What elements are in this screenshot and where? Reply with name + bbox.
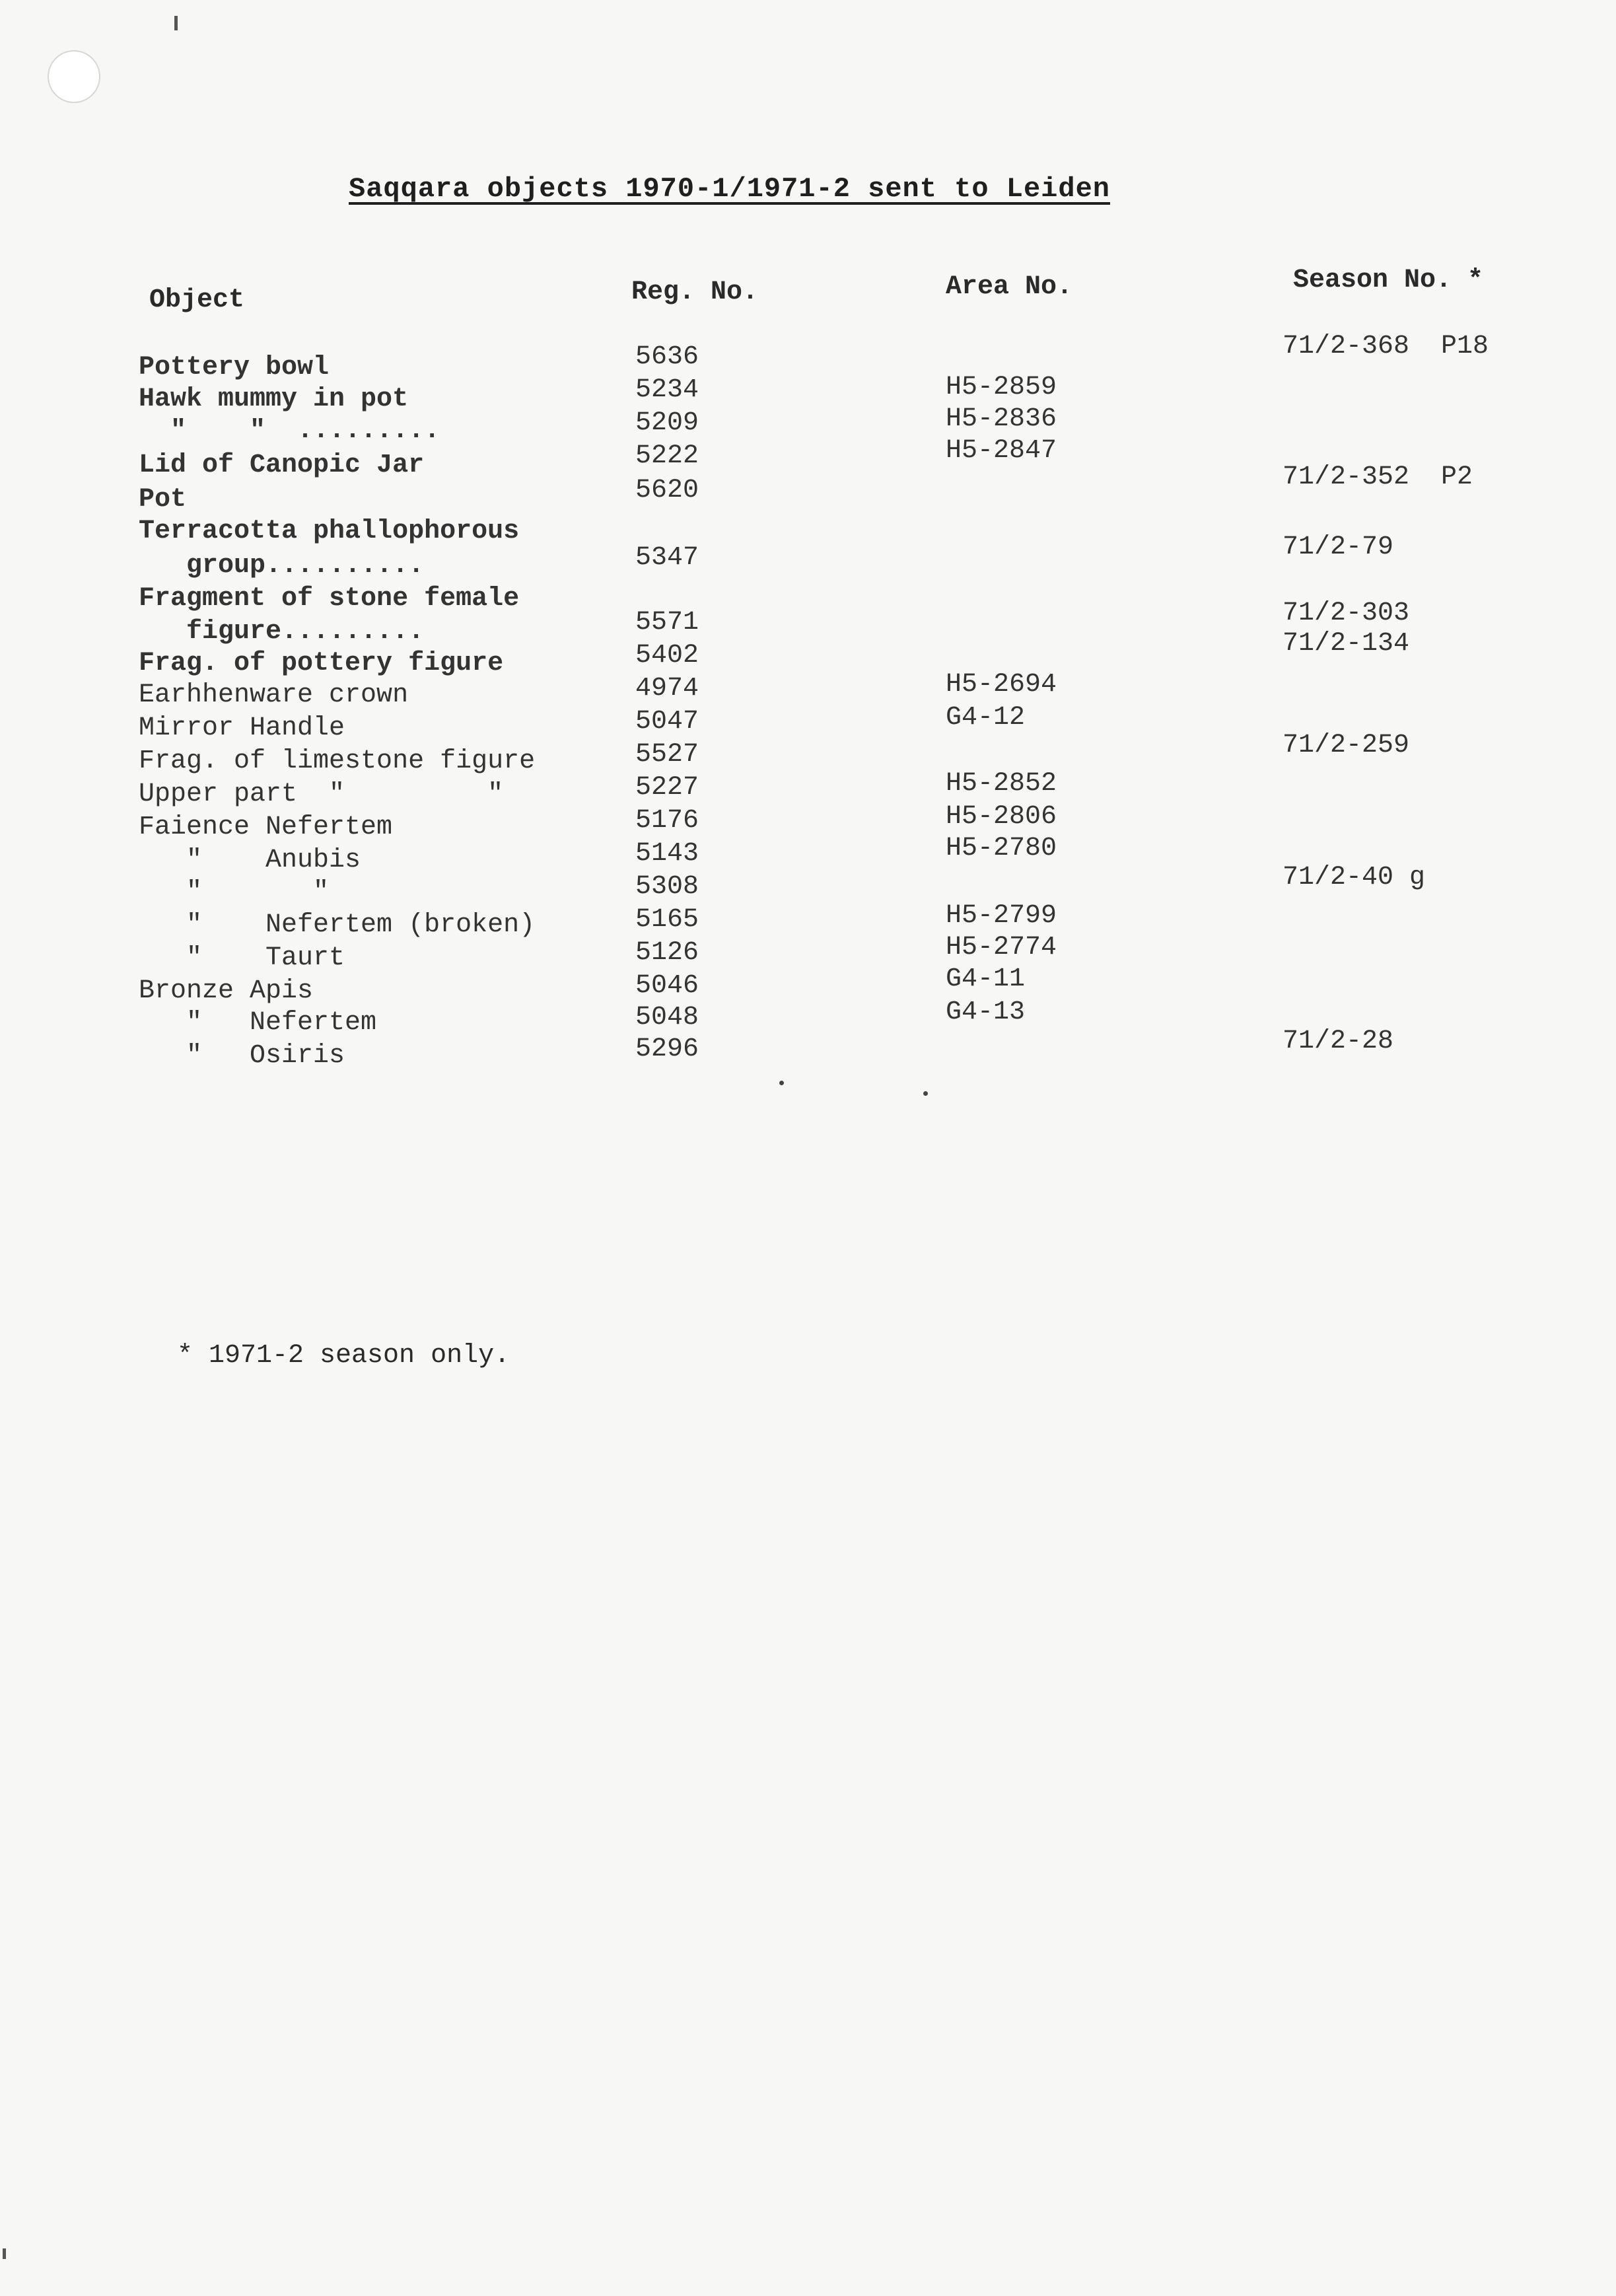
page-mark-top — [174, 16, 178, 30]
object-name: Upper part " " — [139, 779, 504, 809]
reg-number: 5227 — [635, 773, 699, 803]
reg-number: 5308 — [635, 872, 699, 902]
object-name: Hawk mummy in pot — [139, 384, 409, 414]
object-name: Terracotta phallophorous — [139, 517, 520, 546]
reg-number: 5620 — [635, 476, 699, 505]
object-name: Pot — [139, 485, 187, 515]
footnote: * 1971-2 season only. — [177, 1341, 510, 1371]
area-number: H5-2836 — [946, 404, 1057, 434]
area-number: G4-13 — [946, 997, 1026, 1027]
object-name: " Anubis — [139, 845, 361, 875]
reg-number: 5048 — [635, 1003, 699, 1032]
reg-number: 5046 — [635, 971, 699, 1001]
area-number: H5-2847 — [946, 436, 1057, 466]
season-number: 71/2-40 g — [1282, 863, 1426, 892]
area-number: H5-2780 — [946, 834, 1057, 863]
object-name: Faience Nefertem — [139, 812, 393, 842]
object-name: Frag. of limestone figure — [139, 746, 536, 776]
area-number: G4-12 — [946, 703, 1026, 733]
object-name: Fragment of stone female — [139, 584, 520, 614]
reg-number: 5126 — [635, 938, 699, 968]
header-reg-no: Reg. No. — [631, 277, 759, 307]
reg-number: 5165 — [635, 905, 699, 935]
season-number: 71/2-79 — [1282, 532, 1394, 562]
object-name: " Osiris — [139, 1041, 345, 1071]
object-name: Mirror Handle — [139, 713, 345, 743]
object-name: Earhhenware crown — [139, 680, 409, 710]
page-mark-bottom — [3, 2248, 6, 2259]
object-name: figure......... — [139, 617, 425, 647]
reg-number: 5143 — [635, 839, 699, 869]
object-name: " Nefertem — [139, 1008, 377, 1038]
area-number: G4-11 — [946, 964, 1026, 994]
season-number: 71/2-352 P2 — [1282, 462, 1473, 492]
area-number: H5-2774 — [946, 933, 1057, 962]
reg-number: 5347 — [635, 543, 699, 573]
season-number: 71/2-303 — [1282, 598, 1410, 628]
reg-number: 5209 — [635, 408, 699, 438]
punch-hole — [48, 50, 100, 103]
header-season-no: Season No. * — [1293, 266, 1484, 295]
object-name: Bronze Apis — [139, 976, 314, 1006]
reg-number: 5527 — [635, 740, 699, 770]
season-number: 71/2-259 — [1282, 731, 1410, 760]
object-name: Pottery bowl — [139, 353, 330, 382]
season-number: 71/2-134 — [1282, 629, 1410, 659]
reg-number: 4974 — [635, 674, 699, 703]
ink-dot — [923, 1091, 928, 1096]
object-name: Frag. of pottery figure — [139, 649, 504, 678]
reg-number: 5402 — [635, 641, 699, 670]
area-number: H5-2806 — [946, 802, 1057, 832]
reg-number: 5234 — [635, 375, 699, 405]
header-area-no: Area No. — [946, 272, 1073, 302]
season-number: 71/2-368 P18 — [1282, 332, 1489, 361]
object-name: " " ......... — [139, 416, 440, 446]
reg-number: 5176 — [635, 806, 699, 836]
ink-dot — [779, 1081, 784, 1085]
reg-number: 5047 — [635, 707, 699, 736]
object-name: " Nefertem (broken) — [139, 910, 536, 940]
area-number: H5-2852 — [946, 769, 1057, 799]
header-object: Object — [149, 285, 245, 315]
reg-number: 5636 — [635, 342, 699, 372]
area-number: H5-2859 — [946, 373, 1057, 402]
area-number: H5-2694 — [946, 670, 1057, 700]
reg-number: 5222 — [635, 441, 699, 471]
object-name: " " — [139, 877, 330, 907]
reg-number: 5571 — [635, 608, 699, 637]
object-name: " Taurt — [139, 943, 345, 973]
season-number: 71/2-28 — [1282, 1026, 1394, 1056]
reg-number: 5296 — [635, 1034, 699, 1064]
object-name: Lid of Canopic Jar — [139, 450, 425, 480]
area-number: H5-2799 — [946, 901, 1057, 931]
document-title: Saqqara objects 1970-1/1971-2 sent to Leiden — [349, 173, 1110, 205]
object-name: group.......... — [139, 551, 425, 581]
